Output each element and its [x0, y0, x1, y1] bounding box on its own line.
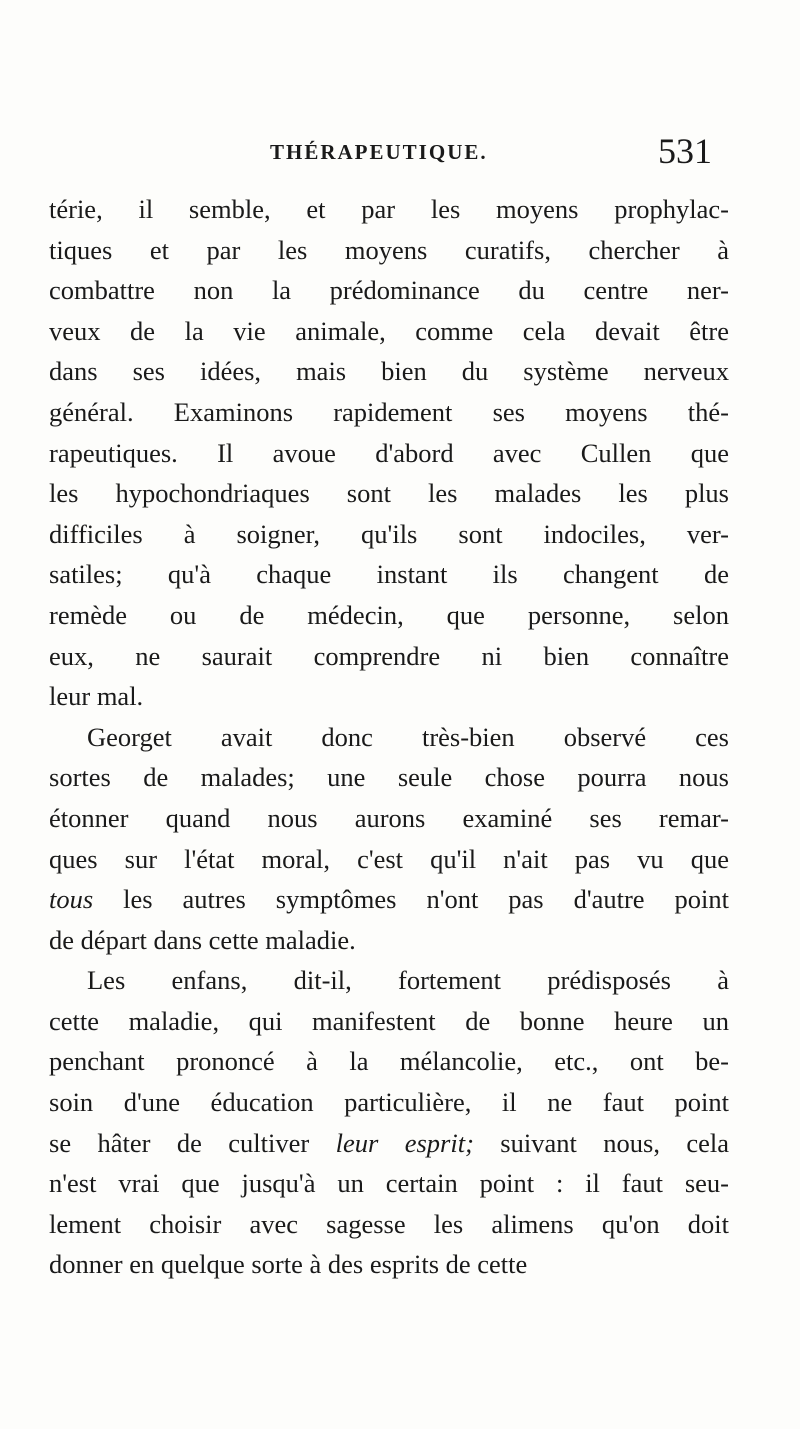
running-head-title: THÉRAPEUTIQUE.	[270, 140, 488, 164]
italic-word: tous	[49, 884, 94, 915]
text-line: ques sur l'état moral, c'est qu'il n'ait pas vu que	[49, 843, 729, 874]
line-rest: les autres symptômes n'ont pas d'autre point	[93, 884, 729, 915]
text-line: remède ou de médecin, que personne, selon	[49, 599, 729, 630]
text-line: n'est vrai que jusqu'à un certain point : il faut seu-	[49, 1168, 729, 1199]
italic-phrase: leur esprit;	[335, 1127, 474, 1158]
page-number: 531	[658, 131, 712, 171]
text-line: térie, il semble, et par les moyens prophylac-	[49, 194, 729, 224]
text-line: veux de la vie animale, comme cela devait être	[49, 315, 729, 346]
line-before: se hâter de cultiver	[49, 1127, 336, 1158]
text-line: difficiles à soigner, qu'ils sont indociles, ver-	[49, 518, 729, 549]
line-after: suivant nous, cela	[473, 1127, 729, 1158]
text-line	[49, 879, 729, 920]
text-line: général. Examinons rapidement ses moyens thé-	[49, 396, 729, 427]
text-line: donner en quelque sorte à des esprits de cette	[49, 1249, 528, 1280]
running-head	[40, 130, 760, 180]
text-line: eux, ne saurait comprendre ni bien connaître	[49, 640, 729, 671]
text-line: soin d'une éducation particulière, il ne faut point	[49, 1087, 729, 1118]
body-text	[49, 189, 729, 1285]
text-line: de départ dans cette maladie.	[49, 924, 356, 955]
text-line: les hypochondriaques sont les malades les plus	[49, 478, 729, 509]
text-line: satiles; qu'à chaque instant ils changent de	[49, 559, 729, 590]
text-line: combattre non la prédominance du centre ner-	[49, 275, 729, 306]
text-line: Les enfans, dit-il, fortement prédisposés à	[87, 965, 729, 996]
text-line: sortes de malades; une seule chose pourra nous	[49, 762, 729, 793]
text-line: rapeutiques. Il avoue d'abord avec Cullen que	[49, 437, 729, 468]
text-line: penchant prononcé à la mélancolie, etc., ont be-	[49, 1046, 729, 1077]
text-line: étonner quand nous aurons examiné ses remar-	[49, 802, 729, 833]
text-line: dans ses idées, mais bien du système nerveux	[49, 356, 729, 387]
text-line: lement choisir avec sagesse les alimens qu'on doit	[49, 1208, 729, 1239]
text-line: leur mal.	[49, 681, 144, 712]
text-line: tiques et par les moyens curatifs, chercher à	[49, 234, 729, 265]
text-line: Georget avait donc très-bien observé ces	[87, 721, 729, 752]
text-line: cette maladie, qui manifestent de bonne heure un	[49, 1005, 729, 1036]
text-line	[49, 1123, 729, 1164]
